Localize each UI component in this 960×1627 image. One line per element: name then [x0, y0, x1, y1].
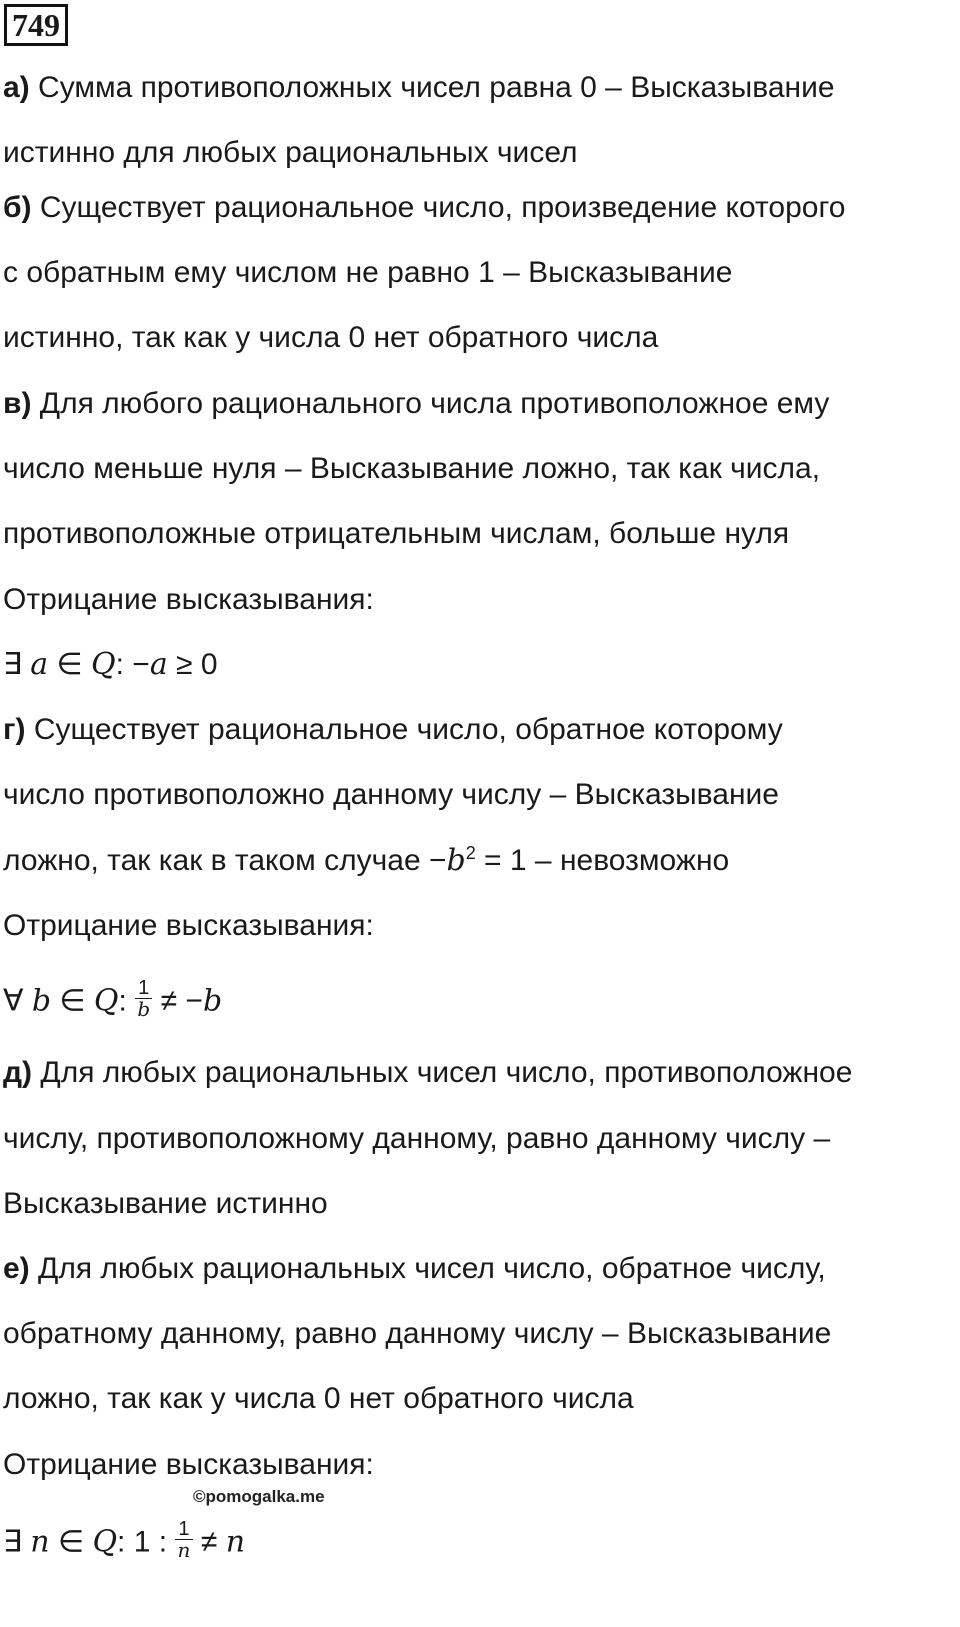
- var-b-2: b: [202, 983, 223, 1019]
- set-q: Q: [93, 983, 119, 1019]
- item-g-label: г): [3, 713, 26, 746]
- item-e-line-2: обратному данному, равно данному числу – Высказывание: [3, 1317, 832, 1350]
- fraction-numerator: 1: [135, 978, 152, 999]
- var-n: n: [30, 1524, 50, 1560]
- var-a-2: a: [149, 647, 168, 682]
- item-e-formula: [3, 1518, 246, 1564]
- item-d-line-3: Высказывание истинно: [3, 1187, 328, 1220]
- set-q: Q: [91, 647, 116, 682]
- item-d-text-1: Для любых рациональных чисел число, противоположное: [32, 1056, 853, 1089]
- item-v-negation-title: Отрицание высказывания:: [3, 583, 374, 616]
- item-g-formula: [3, 977, 223, 1023]
- item-g-line-3: [3, 843, 729, 879]
- fraction-denominator: n: [177, 1538, 191, 1562]
- item-e-line-3: ложно, так как у числа 0 нет обратного числа: [3, 1382, 634, 1415]
- var-a: a: [30, 647, 49, 682]
- problem-number: 749: [4, 4, 68, 46]
- item-b-line-3: истинно, так как у числа 0 нет обратного числа: [3, 321, 659, 354]
- item-g-text-3-pre: ложно, так как в таком случае −: [3, 844, 447, 877]
- item-v-label: в): [3, 387, 32, 420]
- item-d-label: д): [3, 1056, 33, 1089]
- item-e-text-1: Для любых рациональных чисел число, обратное числу,: [29, 1252, 826, 1285]
- item-g-line-2: число противоположно данному числу – Высказывание: [3, 778, 779, 811]
- colon: :: [115, 648, 133, 681]
- fraction-1-over-n: [175, 1519, 192, 1560]
- var-b: b: [31, 983, 52, 1019]
- one-divided: 1 :: [133, 1525, 176, 1559]
- item-g-text-3-post: = 1 – невозможно: [475, 844, 730, 877]
- item-g-text-1: Существует рациональное число, обратное которому: [25, 713, 783, 746]
- watermark: ©pomogalka.me: [193, 1487, 325, 1506]
- fraction-denominator: b: [137, 997, 151, 1021]
- formula-rest: ≥ 0: [167, 648, 218, 681]
- set-q: Q: [92, 1524, 118, 1560]
- item-b-line-1: [3, 190, 845, 226]
- item-d-line-1: [3, 1055, 852, 1091]
- item-g-negation-title: Отрицание высказывания:: [3, 909, 374, 942]
- item-v-line-3: противоположные отрицательным числам, больше нуля: [3, 517, 790, 550]
- quantifier-exists: ∃: [3, 648, 31, 681]
- element-of: ∈: [48, 648, 91, 681]
- item-v-text-1: Для любого рационального числа противоположное ему: [31, 387, 830, 420]
- exponent: 2: [465, 843, 476, 863]
- element-of: ∈: [49, 1525, 93, 1559]
- colon: :: [117, 1525, 134, 1559]
- item-a-line-1: [3, 70, 835, 106]
- colon: :: [118, 984, 136, 1018]
- item-b-line-2: с обратным ему числом не равно 1 – Высказывание: [3, 256, 733, 289]
- formula-rest: ≠: [192, 1525, 226, 1559]
- element-of: ∈: [51, 984, 94, 1018]
- item-d-line-2: числу, противоположному данному, равно данному числу –: [3, 1122, 831, 1155]
- item-b-label: б): [3, 191, 32, 224]
- var-b: b: [446, 843, 466, 878]
- item-a-text-1: Сумма противоположных чисел равна 0 – Высказывание: [29, 71, 835, 104]
- formula-rest: ≠ −: [152, 984, 203, 1018]
- item-v-line-1: [3, 386, 829, 422]
- fraction-numerator: 1: [175, 1519, 192, 1540]
- fraction-1-over-b: [135, 978, 152, 1019]
- quantifier-forall: ∀: [3, 984, 32, 1018]
- item-a-label: а): [3, 71, 30, 104]
- item-e-line-1: [3, 1251, 826, 1287]
- item-e-negation-title: Отрицание высказывания:: [3, 1448, 374, 1481]
- item-v-formula: [3, 647, 218, 683]
- item-v-line-2: число меньше нуля – Высказывание ложно, так как числа,: [3, 452, 821, 485]
- quantifier-exists: ∃: [3, 1525, 31, 1559]
- item-g-line-1: [3, 712, 783, 748]
- item-a-line-2: истинно для любых рациональных чисел: [3, 136, 578, 169]
- item-b-text-1: Существует рациональное число, произведение которого: [31, 191, 846, 224]
- var-n-2: n: [225, 1524, 246, 1560]
- item-e-label: е): [3, 1252, 30, 1285]
- minus-sign: −: [132, 648, 150, 681]
